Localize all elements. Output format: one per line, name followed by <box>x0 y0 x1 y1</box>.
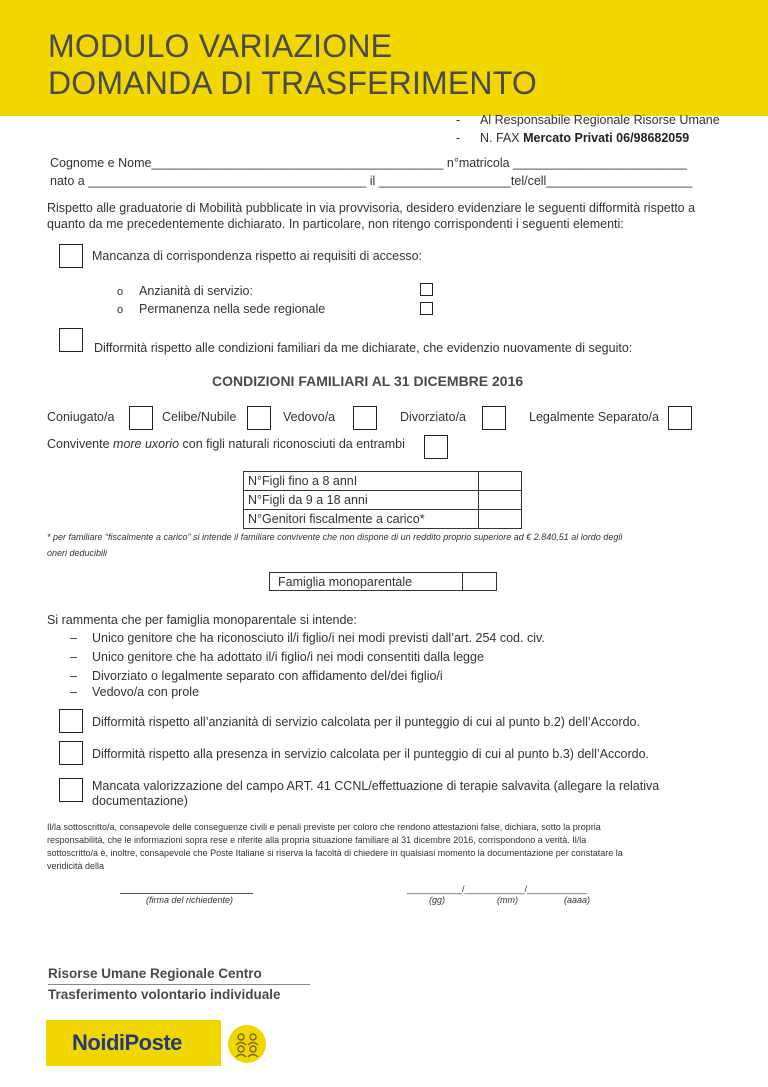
bullet: o <box>117 286 124 298</box>
checkbox-celibe[interactable] <box>247 406 271 430</box>
genitori-count-cell[interactable] <box>479 510 522 529</box>
checkbox-convivente[interactable] <box>424 435 448 459</box>
dash: – <box>70 631 77 645</box>
fax-line <box>480 131 689 145</box>
name-matricola-field[interactable]: Cognome e Nome__________________________________________ n°matricola _________________________ <box>50 156 687 170</box>
recipient-dash: - <box>456 113 461 127</box>
list-item: Unico genitore che ha riconosciuto il/i figlio/i nei modi previsti dall’art. 254 cod. civ. <box>92 631 545 645</box>
list-item: Vedovo/a con prole <box>92 685 200 699</box>
figli-row-label: N°Figli fino a 8 annI <box>244 472 479 491</box>
bullet: o <box>117 304 124 316</box>
checkbox-requisiti[interactable] <box>59 244 83 268</box>
convivente-suffix: con figli naturali riconosciuti da entrambi <box>182 437 405 451</box>
familiari-label: Difformità rispetto alle condizioni familiari da me dichiarate, che evidenzio nuovamente di seguito: <box>94 341 633 355</box>
signature-line[interactable] <box>120 893 253 894</box>
table-row <box>244 491 522 510</box>
item-anzianita: Anzianità di servizio: <box>139 284 253 298</box>
art41-label-line2: documentazione) <box>92 794 188 808</box>
fax-number: Mercato Privati 06/98682059 <box>523 131 690 145</box>
marital-celibe: Celibe/Nubile <box>162 410 237 424</box>
item-permanenza: Permanenza nella sede regionale <box>139 302 326 316</box>
figli-count-cell[interactable] <box>479 472 522 491</box>
footnote-line1: * per familiare “fiscalmente a carico” si intende il familiare convivente che non dispone di un reddito proprio superiore ad € 2.840,51 al lordo degli <box>47 532 623 542</box>
checkbox-vedovo[interactable] <box>353 406 377 430</box>
intro-line1: Rispetto alle graduatorie di Mobilità pubblicate in via provvisoria, desidero evidenziare le seguenti difformità rispetto a <box>47 201 696 215</box>
form-title-line1: MODULO VARIAZIONE <box>48 28 393 64</box>
firma-caption: (firma del richiedente) <box>146 895 234 905</box>
table-row <box>244 510 522 529</box>
figli-row-label: N°Genitori fiscalmente a carico* <box>244 510 479 529</box>
recipient: Al Responsabile Regionale Risorse Umane <box>480 113 720 127</box>
fax-prefix: N. FAX <box>480 131 520 145</box>
checkbox-anzianita-accordo[interactable] <box>59 709 83 733</box>
footer-sub: Trasferimento volontario individuale <box>48 987 281 1002</box>
list-item: Unico genitore che ha adottato il/i figlio/i nei modi consentiti dalla legge <box>92 650 484 664</box>
figli-table <box>243 471 522 529</box>
date-caption-aaaa: (aaaa) <box>564 895 591 905</box>
date-line[interactable]: ___________/____________/____________ <box>407 884 588 894</box>
footer-dept: Risorse Umane Regionale Centro <box>48 966 262 981</box>
declaration-line3: sottoscritto/a è, inoltre, consapevole che Poste Italiane si riserva la facoltà di chiedere in qualsiasi momento la documentazione per constatare la <box>47 848 623 858</box>
requisiti-label: Mancanza di corrispondenza rispetto ai requisiti di accesso: <box>92 249 423 263</box>
monoparentale-label: Famiglia monoparentale <box>278 575 413 589</box>
logo-text: NoidiPoste <box>72 1030 182 1055</box>
checkbox-separato[interactable] <box>668 406 692 430</box>
marital-coniugato: Coniugato/a <box>47 410 115 424</box>
checkbox-art41[interactable] <box>59 778 83 802</box>
checkbox-divorziato[interactable] <box>482 406 506 430</box>
dash: – <box>70 669 77 683</box>
checkbox-coniugato[interactable] <box>129 406 153 430</box>
anzianita-accordo-label: Difformità rispetto all’anzianità di servizio calcolata per il punteggio di cui al punto b.2) dell’Accordo. <box>92 715 640 729</box>
dash: – <box>70 650 77 664</box>
fax-dash: - <box>456 131 461 145</box>
table-row <box>244 472 522 491</box>
declaration-line2: responsabilità, che le informazioni sopra rese e riferite alla propria situazione familiare al 31 dicembre 2016, corrispondono a verità. Il/la <box>47 835 587 845</box>
monoparentale-intro: Si rammenta che per famiglia monoparentale si intende: <box>47 613 357 627</box>
footer-divider <box>48 984 310 985</box>
monoparentale-value-cell[interactable] <box>462 572 496 591</box>
checkbox-familiari[interactable] <box>59 328 83 352</box>
date-caption-gg: (gg) <box>429 895 446 905</box>
noidiposte-logo <box>46 1020 221 1066</box>
intro-line2: quanto da me precedentemente dichiarato. In particolare, non ritengo corrispondenti i seguenti elementi: <box>47 217 624 231</box>
people-icon <box>228 1025 266 1063</box>
checkbox-permanenza[interactable] <box>420 302 433 315</box>
birth-phone-field[interactable]: nato a ________________________________________ il ___________________tel/cell_____________________ <box>50 174 693 188</box>
marital-separato: Legalmente Separato/a <box>529 410 659 424</box>
declaration-line1: Il/la sottoscritto/a, consapevole delle conseguenze civili e penali previste per coloro che rendono attestazioni false, dichiara, sotto la propria <box>47 822 601 832</box>
checkbox-anzianita[interactable] <box>420 283 433 296</box>
list-item: Divorziato o legalmente separato con affidamento del/dei figlio/i <box>92 669 443 683</box>
date-caption-mm: (mm) <box>497 895 518 905</box>
presenza-label: Difformità rispetto alla presenza in servizio calcolata per il punteggio di cui al punto b.3) dell’Accordo. <box>92 747 650 761</box>
footnote-line2: oneri deducibili <box>47 548 108 558</box>
form-title-line2: DOMANDA DI TRASFERIMENTO <box>48 65 538 101</box>
declaration-line4: veridicità della <box>47 861 105 871</box>
marital-divorziato: Divorziato/a <box>400 410 466 424</box>
art41-label-line1: Mancata valorizzazione del campo ART. 41 CCNL/effettuazione di terapie salvavita (allegare la relativa <box>92 779 660 793</box>
conditions-heading: CONDIZIONI FAMILIARI AL 31 DICEMBRE 2016 <box>212 373 524 389</box>
checkbox-presenza[interactable] <box>59 741 83 765</box>
figli-count-cell[interactable] <box>479 491 522 510</box>
convivente-prefix: Convivente <box>47 437 110 451</box>
convivente-label <box>47 437 405 451</box>
figli-row-label: N°Figli da 9 a 18 anni <box>244 491 479 510</box>
marital-vedovo: Vedovo/a <box>283 410 336 424</box>
convivente-italic: more uxorio <box>113 437 180 451</box>
dash: – <box>70 685 77 699</box>
